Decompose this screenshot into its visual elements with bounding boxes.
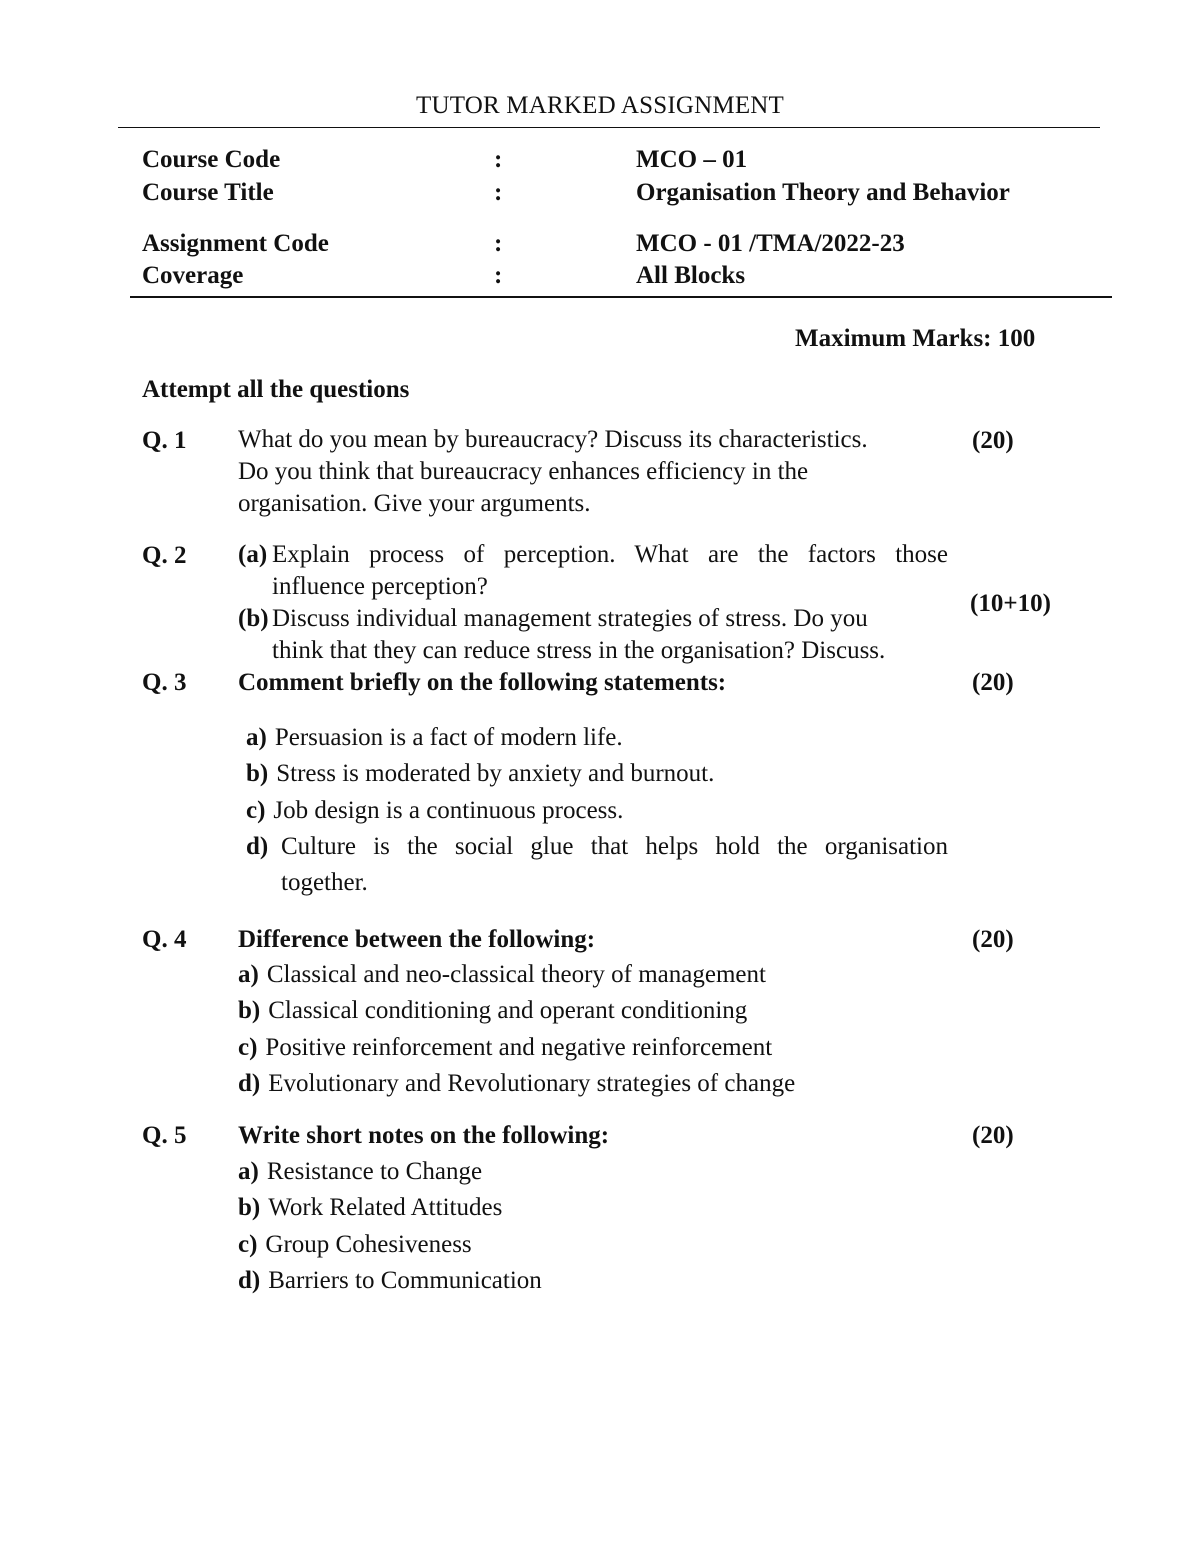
item-text: Classical conditioning and operant conditioning	[268, 997, 748, 1024]
list-item	[238, 959, 766, 991]
list-item	[246, 722, 623, 754]
item-text-continued: together.	[281, 869, 368, 896]
item-label: c)	[238, 1231, 258, 1258]
part-text-line: Discuss individual management strategies of stress. Do you	[272, 605, 868, 632]
item-text: Persuasion is a fact of modern life.	[274, 724, 623, 751]
question-text-line: Do you think that bureaucracy enhances efficiency in the	[238, 458, 809, 485]
list-item	[238, 1265, 542, 1297]
coverage-sep: :	[494, 262, 503, 289]
item-text: Evolutionary and Revolutionary strategies of change	[268, 1070, 796, 1097]
item-label: d)	[238, 1070, 261, 1097]
question-number: Q. 1	[142, 427, 187, 454]
course-code-label: Course Code	[142, 146, 281, 173]
assignment-code-value: MCO - 01 /TMA/2022-23	[636, 230, 905, 257]
page-title: TUTOR MARKED ASSIGNMENT	[415, 92, 785, 119]
list-item	[238, 1229, 472, 1261]
course-code-value: MCO – 01	[636, 146, 748, 173]
question-marks: (20)	[972, 1122, 1014, 1149]
item-label: d)	[246, 833, 269, 860]
question-heading: Difference between the following:	[238, 926, 596, 953]
question-heading: Comment briefly on the following statements:	[238, 669, 727, 696]
item-text: Work Related Attitudes	[268, 1194, 503, 1221]
question-heading: Write short notes on the following:	[238, 1122, 610, 1149]
course-code-sep: :	[494, 146, 503, 173]
list-item	[238, 1068, 795, 1100]
info-divider	[130, 296, 1112, 298]
coverage-value: All Blocks	[636, 262, 746, 289]
course-title-value: Organisation Theory and Behavior	[636, 179, 1010, 206]
item-label: b)	[246, 760, 269, 787]
question-marks: (20)	[972, 669, 1014, 696]
question-text-line: organisation. Give your arguments.	[238, 490, 591, 517]
question-marks: (20)	[972, 926, 1014, 953]
coverage-label: Coverage	[142, 262, 244, 289]
item-text: Classical and neo-classical theory of management	[266, 961, 766, 988]
item-label: b)	[238, 997, 261, 1024]
list-item	[238, 1192, 502, 1224]
list-item	[246, 831, 276, 863]
item-label: a)	[238, 961, 259, 988]
maximum-marks: Maximum Marks: 100	[795, 325, 1036, 352]
item-label: a)	[238, 1158, 259, 1185]
question-number: Q. 4	[142, 926, 187, 953]
instruction-text: Attempt all the questions	[142, 376, 410, 403]
part-text-line: Explain process of perception. What are the factors those	[272, 541, 948, 568]
question-marks: (20)	[972, 427, 1014, 454]
course-title-sep: :	[494, 179, 503, 206]
question-number: Q. 2	[142, 542, 187, 569]
part-text-line: influence perception?	[272, 573, 488, 600]
item-text: Barriers to Communication	[268, 1267, 542, 1294]
list-item	[238, 1032, 772, 1064]
item-label: d)	[238, 1267, 261, 1294]
item-text: Stress is moderated by anxiety and burnout.	[276, 760, 715, 787]
list-item	[246, 758, 714, 790]
item-text: Group Cohesiveness	[265, 1231, 472, 1258]
list-item	[246, 795, 623, 827]
assignment-code-sep: :	[494, 230, 503, 257]
item-text: Positive reinforcement and negative reinforcement	[265, 1034, 773, 1061]
part-text-line: think that they can reduce stress in the organisation? Discuss.	[272, 637, 886, 664]
list-item	[238, 995, 747, 1027]
item-label: b)	[238, 1194, 261, 1221]
question-number: Q. 5	[142, 1122, 187, 1149]
item-label: a)	[246, 724, 267, 751]
list-item	[238, 1156, 482, 1188]
part-label: (b)	[238, 605, 269, 632]
course-title-label: Course Title	[142, 179, 274, 206]
item-label: c)	[238, 1034, 258, 1061]
item-label: c)	[246, 797, 266, 824]
item-text: Culture is the social glue that helps hold the organisation	[281, 833, 948, 860]
item-text: Job design is a continuous process.	[273, 797, 624, 824]
question-number: Q. 3	[142, 669, 187, 696]
item-text: Resistance to Change	[266, 1158, 483, 1185]
assignment-code-label: Assignment Code	[142, 230, 329, 257]
title-divider	[118, 127, 1100, 128]
question-text-line: What do you mean by bureaucracy? Discuss its characteristics.	[238, 426, 868, 453]
question-marks: (10+10)	[970, 590, 1051, 617]
part-label: (a)	[238, 541, 268, 568]
